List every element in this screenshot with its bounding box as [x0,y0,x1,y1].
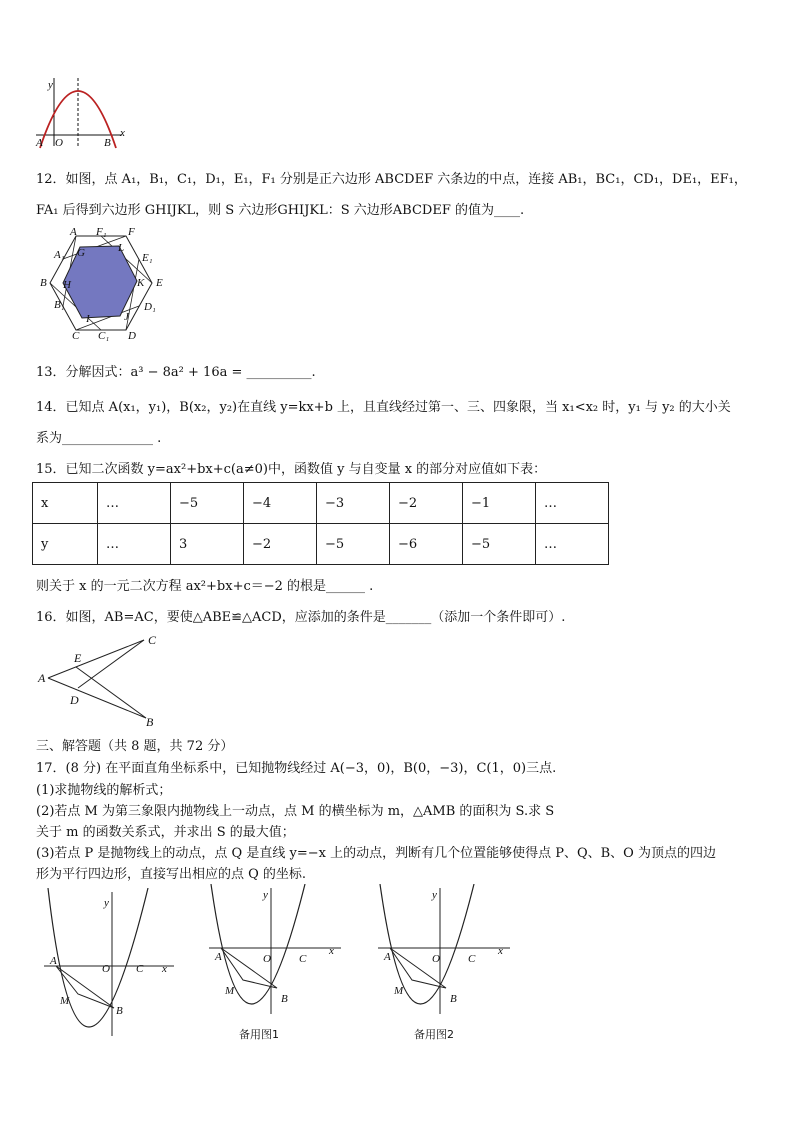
p3-label-B: B [450,993,457,1005]
hex-label-H: H [63,279,71,291]
tri-label-A: A [38,671,46,685]
tri-label-C: C [148,633,157,647]
p1-label-A: A [50,955,57,967]
q17-line2: (1)求抛物线的解析式； [36,783,172,798]
hex-label-I: I [86,313,90,325]
p1-label-x: x [162,963,167,975]
table-cell: x [33,483,98,524]
q17-line3: (2)若点 M 为第三象限内抛物线上一动点，点 M 的横坐标为 m，△AMB 的面积为 S.求 S [36,804,555,819]
top-parabola-figure [34,74,130,150]
hex-label-E1: E₁ [142,252,153,264]
hex-label-D: D [128,330,136,342]
label-a: A [36,137,43,149]
table-cell: y [33,524,98,565]
table-cell: −5 [463,524,536,565]
p2-label-C: C [299,953,307,965]
hex-label-B1: B₁ [54,299,65,311]
table-cell: … [98,524,171,565]
p3-label-y: y [432,889,437,901]
p3-label-C: C [468,953,476,965]
triangle-figure [34,630,164,730]
parabola-figure-backup-1 [205,884,350,1044]
q12-line1: 12．如图，点 A₁，B₁，C₁，D₁，E₁，F₁ 分别是正六边形 ABCDEF 六条边的中点，连接 AB₁，BC₁，CD₁，DE₁，EF₁， [36,172,747,187]
table-cell: … [536,524,609,565]
section3-title: 三、解答题（共 8 题，共 72 分） [36,739,234,754]
tri-label-D: D [70,693,79,707]
parabola-figure-backup-2 [374,884,519,1044]
label-b: B [104,137,111,149]
table-cell: −2 [390,483,463,524]
table-cell: −3 [317,483,390,524]
caption-backup-1: 备用图1 [239,1028,279,1041]
p1-label-B: B [116,1005,123,1017]
label-x: x [120,127,125,139]
q15-intro: 15．已知二次函数 y=ax²+bx+c(a≠0)中，函数值 y 与自变量 x 的部分对应值如下表： [36,462,547,477]
p2-label-B: B [281,993,288,1005]
p1-label-M: M [60,995,70,1007]
table-cell: −1 [463,483,536,524]
q13-text: 13．分解因式：a³ − 8a² + 16a = __________. [36,365,316,380]
table-cell: … [98,483,171,524]
hex-label-E: E [156,277,163,289]
q15-table [32,482,609,565]
table-row-x [33,483,609,524]
caption-backup-2: 备用图2 [414,1028,454,1041]
p2-label-M: M [225,985,235,997]
label-y: y [48,79,53,91]
q12-line2: FA₁ 后得到六边形 GHIJKL，则 S 六边形GHIJKL：S 六边形ABCDEF 的值为____. [36,203,525,218]
q17-line6: 形为平行四边形，直接写出相应的点 Q 的坐标. [36,867,307,882]
p3-label-O: O [432,953,440,965]
q17-line5: (3)若点 P 是抛物线上的动点，点 Q 是直线 y=−x 上的动点，判断有几个位置能够使得点 P、Q、B、O 为顶点的四边 [36,846,716,861]
hex-label-F: F [128,226,135,238]
p2-label-y: y [263,889,268,901]
hex-label-A: A [70,226,77,238]
table-cell: −5 [171,483,244,524]
hex-label-A1: A₁ [54,249,65,261]
parabola-figure-main [40,888,180,1038]
q14-line2: 系为______________ . [36,431,162,446]
hex-label-F1: F₁ [96,226,107,238]
table-cell: −5 [317,524,390,565]
p1-label-C: C [136,963,144,975]
table-cell: −2 [244,524,317,565]
p1-label-O: O [102,963,110,975]
p2-label-O: O [263,953,271,965]
table-cell: −4 [244,483,317,524]
q14-line1: 14．已知点 A(x₁，y₁)，B(x₂，y₂)在直线 y=kx+b 上，且直线经过第一、三、四象限，当 x₁<x₂ 时，y₁ 与 y₂ 的大小关 [36,400,731,415]
hex-label-J: J [124,311,129,323]
table-cell: 3 [171,524,244,565]
table-cell: … [536,483,609,524]
hex-label-G: G [77,247,85,259]
q15-after: 则关于 x 的一元二次方程 ax²+bx+c＝−2 的根是______ . [36,579,374,594]
tri-label-B: B [146,715,154,729]
q16-text: 16．如图，AB=AC，要使△ABE≌△ACD，应添加的条件是_______（添加一个条件即可）. [36,610,566,625]
p2-label-x: x [329,945,334,957]
table-row-y [33,524,609,565]
p3-label-M: M [394,985,404,997]
hex-label-L: L [118,242,125,254]
label-o: O [55,137,63,149]
tri-label-E: E [74,651,82,665]
q17-line4: 关于 m 的函数关系式，并求出 S 的最大值； [36,825,295,840]
p1-label-y: y [104,897,109,909]
hexagon-figure [36,226,171,342]
p3-label-x: x [498,945,503,957]
table-cell: −6 [390,524,463,565]
p3-label-A: A [384,951,391,963]
hex-label-C: C [72,330,80,342]
inner-hexagon [63,246,137,318]
hex-label-K: K [137,277,145,289]
q17-line1: 17．(8 分) 在平面直角坐标系中，已知抛物线经过 A(−3，0)，B(0，−3)，C(1，0)三点. [36,761,557,776]
hex-label-D1: D₁ [144,301,156,313]
hex-label-C1: C₁ [98,330,110,342]
hex-label-B: B [40,277,47,289]
p2-label-A: A [215,951,222,963]
